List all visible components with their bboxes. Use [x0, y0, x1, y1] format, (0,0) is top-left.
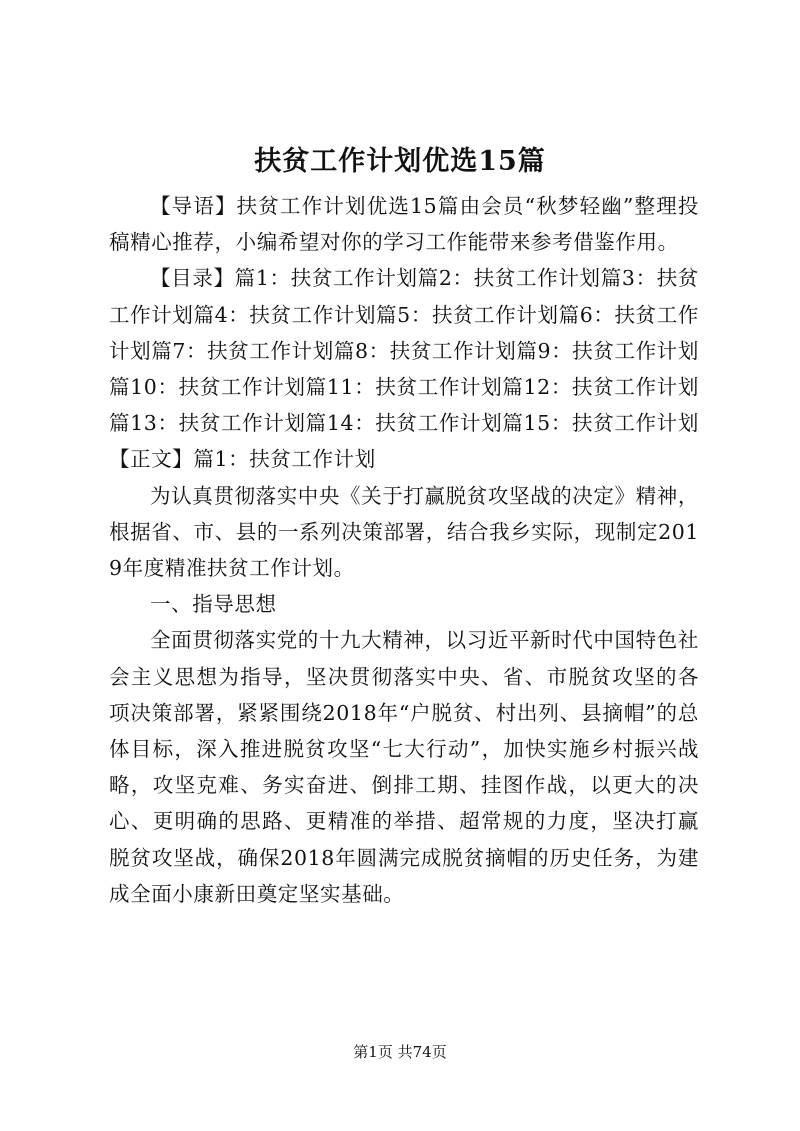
document-body — [109, 188, 699, 912]
page-number-footer: 第1页 共74页 — [353, 1043, 447, 1061]
intro-paragraph: 【导语】扶贫工作计划优选15篇由会员“秋梦轻幽”整理投稿精心推荐，小编希望对你的学习工作能带来参考借鉴作用。 — [109, 194, 699, 255]
contents-paragraph: 【目录】篇1：扶贫工作计划篇2：扶贫工作计划篇3：扶贫工作计划篇4：扶贫工作计划篇5：扶贫工作计划篇6：扶贫工作计划篇7：扶贫工作计划篇8：扶贫工作计划篇9：扶贫工作计划篇10：扶贫工作计划篇11：扶贫工作计划篇12：扶贫工作计划篇13：扶贫工作计划篇14：扶贫工作计划篇15：扶贫工作计划【正文】篇1：扶贫工作计划 — [109, 266, 699, 472]
preface-paragraph: 为认真贯彻落实中央《关于打赢脱贫攻坚战的决定》精神，根据省、市、县的一系列决策部署，结合我乡实际，现制定2019年度精准扶贫工作计划。 — [109, 483, 699, 581]
guiding-thought-paragraph: 全面贯彻落实党的十九大精神，以习近平新时代中国特色社会主义思想为指导，坚决贯彻落实中央、省、市脱贫攻坚的各项决策部署，紧紧围绕2018年“户脱贫、村出列、县摘帽”的总体目标，深入推进脱贫攻坚“七大行动”，加快实施乡村振兴战略，攻坚克难、务实奋进、倒排工期、挂图作战，以更大的决心、更明确的思路、更精准的举措、超常规的力度，坚决打赢脱贫攻坚战，确保2018年圆满完成脱贫摘帽的历史任务，为建成全面小康新田奠定坚实基础。 — [109, 628, 699, 906]
document-title: 扶贫工作计划优选15篇 — [254, 146, 546, 177]
section-heading: 一、指导思想 — [150, 592, 277, 617]
